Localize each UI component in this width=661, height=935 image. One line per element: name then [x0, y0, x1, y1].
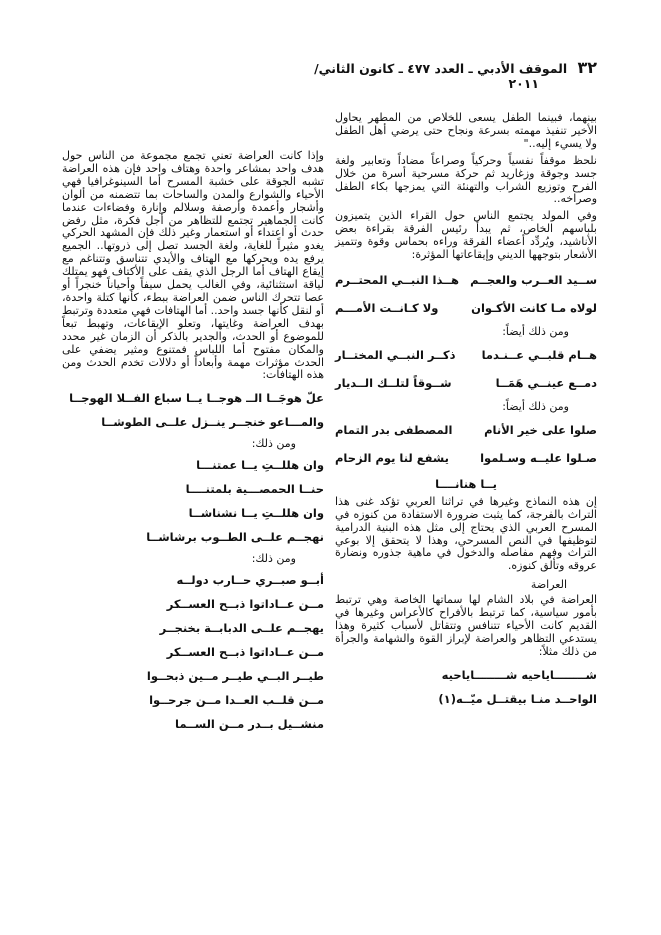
- chant-line: مــن قلــب العــدا مــن جرحــوا: [149, 693, 324, 708]
- verse-hemistich: ذكــر النبــي المختــار: [335, 347, 456, 362]
- paragraph: العراضة في بلاد الشام لها سماتها الخاصة وهي ترتبط بأمور سياسية، كما ترتبط بالأفراح كالأعراس وغيرها في القديم كانت الأحياء تتنافس وتتقاتل لأسباب كثيرة وهذا يستدعي التظاهر والعراضة لإبراز القوة والشهامة والجرأة من ذلك مثلاً:: [335, 593, 597, 658]
- paragraph: وفي المولد يجتمع الناس حول القراء الذين يتميزون بلباسهم الخاص، ثم يبدأ رئيس الفرقة بقراءة بعض الأناشيد، ويُردِّد أعضاء الفرقة وراءه بحماس وقوة وتتميز الأشعار بتوجهها الديني وإيقاعاتها المؤثرة:: [335, 209, 597, 262]
- chant-line: والمـــاعو خنجــر ينــزل علــى الطوشــا: [101, 415, 324, 430]
- chant-line: يهجــم علــى الدبابــة بخنجــر: [159, 621, 324, 636]
- chant-line: مــن عــاداتوا ذبــح العســكر: [166, 645, 324, 660]
- chant-line: نهجــم علــى الطــوب برشاشــا: [146, 530, 324, 545]
- verse-hemistich: دمــع عينــي هَمَــا: [495, 375, 597, 390]
- header-year: ٢٠١١: [508, 76, 539, 91]
- paragraph: نلحظ موقفاً نفسياً وحركياً وصراعاً مضاداً وتعابير ولغة جسد وجوقة وزغاريد ثم حركة مسرحية أسرة من خلال الفرح وتوزيع الشراب والتهنئة التي يمزجها بكاء الطفل وصراخه..: [335, 153, 597, 206]
- chant-line: مــن عــاداتوا ذبــح العســكر: [166, 597, 324, 612]
- right-column: [335, 112, 597, 711]
- section-heading: العراضة: [530, 578, 567, 592]
- verse-line: [335, 444, 597, 472]
- verse-hemistich: ســيد العــرب والعجــم: [470, 272, 597, 287]
- chant-line: علّ هوجَــا الــ هوجــا يــا سباع الفــلا الهوجــا: [69, 391, 324, 406]
- left-column: [62, 150, 324, 736]
- verse-hemistich: هــام قلبــي عــنـدما: [481, 347, 597, 362]
- chant-line: أبــو صبــري حــارب دولــه: [176, 573, 324, 588]
- verse-hemistich: هــذا النبــي المحتــرم: [335, 272, 459, 287]
- verse-line: [335, 266, 597, 294]
- verse-line: شــــــــاياحيه شــــــــاياحيه: [441, 667, 597, 682]
- subheading: ومن ذلك:: [251, 437, 296, 451]
- verse-line: الواحــد منـا بيقتــل ميّــه(١): [438, 691, 597, 706]
- verse-hemistich: المصطفى بدر التمام: [335, 422, 453, 437]
- paragraph: وإذا كانت العراضة تعني تجمع مجموعة من الناس حول هدف واحد بمشاعر واحدة وهتاف واحد فإن هذه العراضة تشبه الجوقة على خشبة المسرح أما السينوغرافيا فهي الأحياء والشوارع والمدن والساحات بما تتضمنه من ألوان وأشجار وأعمدة وأرصفة وسلالم وإنارة وفضاءات عندما كانت الجماهير تجتمع للتظاهر من أجل فكرة، مثل رفض حدث أو اعتداء أو استعمار وغير ذلك فإن المشهد الحركي يغدو مثيراً للغاية، ولغة الجسد تصل إلى ذروتها.. الجميع يرفع يده ويحركها مع الهتاف والأيدي تتناسق وتتناغم مع إيقاع الهتاف أما الرجل الذي يقف على الأكتاف فهو يمتلك لياقة استثنائية، وفي الغالب يحمل سيفاً وأحياناً خنجراً أو عصا تتحرك الناس ضمن العراضة ببطء، كأنها كتلة واحدة، أو لنقل كأنها جسد واحد.. أما الهتافات فهي متعددة وترتبط بهدف العراضة وغايتها، وتعلو الإيقاعات، وتهبط تبعاً للموضوع أو الحدث، والجدير بالذكر أن الزمان غير محدد والمكان مفتوح أما اللباس فمتنوع ومثير يضفي على الحدث مؤثرات مهمة وأبعاداً أو دلالات تخدم الحدث ومن هذه الهتافات:: [62, 149, 324, 382]
- verse-line: [335, 416, 597, 444]
- paragraph: إن هذه النماذج وغيرها في تراثنا العربي تؤكد غنى هذا التراث بالفرجة، كما يثبت ضرورة الاستفادة من كنوزه في المسرح العربي الذي يحتاج إلى مثل هذه البنية الدرامية لتوظيفها في النص المسرحي، وهذا لا يتحقق إلا بوعي التراث وفهم مفاصله والدخول في ماهية جذوره ونضارة عروقه وتألق كنوزه.: [335, 494, 597, 573]
- chant-line: منشــيل بــدر مــن الســما: [175, 717, 324, 732]
- verse-line: [335, 294, 597, 322]
- subheading: ومن ذلك أيضاً:: [502, 324, 569, 338]
- subheading: ومن ذلك:: [251, 552, 296, 566]
- verse-hemistich: ولا كـانــت الأمـــم: [335, 300, 439, 315]
- verse-line: يــا هنانــــا: [435, 476, 497, 491]
- chant-line: طيــر البــي طيــر مــين ذبحــوا: [146, 669, 324, 684]
- verse-hemistich: لولاه مـا كانت الأكـوان: [471, 300, 597, 315]
- verse-hemistich: صلوا على خير الأنام: [484, 422, 597, 437]
- page-number: ٣٢: [577, 58, 597, 77]
- verse-hemistich: شــوقاً لتلــك الــديار: [335, 375, 452, 390]
- paragraph: بينهما، فبينما الطفل يسعى للخلاص من المطهر يحاول الأخير تنفيذ مهمته بسرعة ونجاح حتى يرضي أهل الطفل ولا يسيء إليه..": [335, 111, 597, 150]
- page-header: [297, 60, 597, 91]
- verse-line: [335, 369, 597, 397]
- verse-hemistich: يشفع لنا يوم الزحام: [335, 450, 449, 465]
- chant-line: حنــا الحمصـــية بلمتنــــا: [185, 482, 324, 497]
- chant-line: وان هللــتِ يــا نشناشــا: [188, 506, 324, 521]
- subheading: ومن ذلك أيضاً:: [502, 399, 569, 413]
- chant-line: وان هللــتِ يــا عمتنـــا: [196, 458, 324, 473]
- verse-hemistich: صـلوا عليــه وسـلموا: [480, 450, 597, 465]
- verse-line: [335, 341, 597, 369]
- header-title: الموقف الأدبي ـ العدد ٤٧٧ ـ كانون الثاني/: [314, 61, 568, 76]
